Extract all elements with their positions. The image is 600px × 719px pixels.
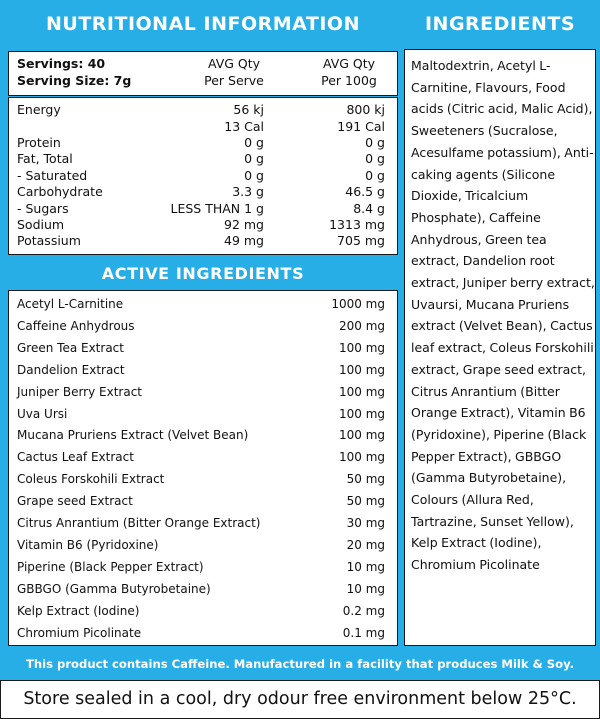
active-ingredient-amount: 100 mg	[338, 428, 385, 443]
nutrient-name: Carbohydrate	[17, 184, 103, 199]
nutrition-row	[9, 201, 399, 217]
active-ingredient-amount: 100 mg	[338, 340, 385, 355]
storage-instructions: Store sealed in a cool, dry odour free environment below 25°C.	[0, 680, 600, 719]
nutrient-name: Energy	[17, 102, 61, 117]
per-100g-value: 46.5 g	[345, 184, 385, 199]
per-100g-value: 0 g	[365, 135, 385, 150]
active-ingredient-amount: 100 mg	[338, 384, 385, 399]
active-ingredient-name: Vitamin B6 (Pyridoxine)	[17, 537, 159, 552]
active-ingredient-name: GBBGO (Gamma Butyrobetaine)	[17, 581, 211, 596]
active-ingredient-name: Green Tea Extract	[17, 340, 124, 355]
nutrition-table	[8, 97, 398, 255]
per-serve-value: 3.3 g	[232, 184, 264, 199]
active-ingredient-row	[9, 359, 399, 381]
per-serve-value: 56 kj	[233, 102, 264, 117]
active-ingredient-amount: 10 mg	[346, 581, 385, 596]
nutrition-row	[9, 168, 399, 184]
per-serve-value: 13 Cal	[224, 119, 264, 134]
nutrition-row	[9, 184, 399, 200]
per-serve-value: 0 g	[244, 135, 264, 150]
nutrition-header	[8, 51, 398, 96]
active-ingredient-row	[9, 578, 399, 600]
active-ingredient-name: Mucana Pruriens Extract (Velvet Bean)	[17, 428, 249, 443]
active-ingredient-amount: 10 mg	[346, 559, 385, 574]
serving-size: Serving Size: 7g	[17, 73, 132, 88]
active-ingredient-row	[9, 600, 399, 622]
active-ingredient-row	[9, 512, 399, 534]
active-ingredient-name: Piperine (Black Pepper Extract)	[17, 559, 204, 574]
active-ingredient-amount: 100 mg	[338, 362, 385, 377]
ingredients-box	[404, 49, 596, 646]
per-serve-value: 0 g	[244, 151, 264, 166]
per-100g-value: 705 mg	[337, 233, 385, 248]
active-ingredient-row	[9, 468, 399, 490]
active-ingredient-name: Grape seed Extract	[17, 494, 133, 509]
ingredients-title: INGREDIENTS	[424, 13, 576, 35]
per-serve-value: LESS THAN 1 g	[170, 201, 264, 216]
col1-heading-line2: Per Serve	[204, 73, 264, 88]
active-ingredient-amount: 50 mg	[346, 472, 385, 487]
active-ingredient-row	[9, 293, 399, 315]
active-ingredient-row	[9, 556, 399, 578]
nutrition-row	[9, 151, 399, 167]
per-serve-value: 0 g	[244, 168, 264, 183]
per-serve-value: 92 mg	[224, 217, 264, 232]
active-ingredient-name: Chromium Picolinate	[17, 625, 142, 640]
nutrient-name: - Sugars	[17, 201, 69, 216]
active-ingredient-row	[9, 337, 399, 359]
active-ingredient-name: Acetyl L-Carnitine	[17, 297, 124, 311]
active-ingredient-name: Caffeine Anhydrous	[17, 318, 135, 333]
servings: Servings: 40	[17, 56, 106, 71]
active-ingredient-name: Citrus Anrantium (Bitter Orange Extract)	[17, 516, 261, 530]
nutrition-row	[9, 233, 399, 249]
active-ingredients-table	[8, 290, 398, 646]
col2-heading-line1: AVG Qty	[322, 56, 376, 71]
nutrient-name: - Saturated	[17, 168, 88, 183]
nutrient-name: Fat, Total	[17, 151, 73, 166]
nutrient-name: Protein	[17, 135, 61, 150]
per-100g-value: 1313 mg	[329, 217, 385, 232]
col1-heading-line1: AVG Qty	[207, 56, 261, 71]
active-ingredient-row	[9, 381, 399, 403]
active-ingredient-amount: 50 mg	[346, 494, 385, 509]
active-ingredient-name: Uva Ursi	[17, 406, 68, 421]
per-100g-value: 0 g	[365, 151, 385, 166]
caffeine-note: This product contains Caffeine. Manufactured in a facility that produces Milk & Soy.	[25, 657, 575, 671]
active-ingredient-row	[9, 490, 399, 512]
active-ingredient-amount: 30 mg	[346, 516, 385, 530]
nutrition-row	[9, 135, 399, 151]
active-ingredient-row	[9, 403, 399, 425]
active-ingredient-row	[9, 315, 399, 337]
active-ingredient-amount: 20 mg	[346, 537, 385, 552]
per-100g-value: 0 g	[365, 168, 385, 183]
active-ingredient-amount: 1000 mg	[331, 297, 385, 311]
active-ingredient-name: Kelp Extract (Iodine)	[17, 603, 140, 618]
active-ingredient-amount: 100 mg	[338, 406, 385, 421]
active-ingredient-amount: 200 mg	[338, 318, 385, 333]
active-ingredient-name: Juniper Berry Extract	[17, 384, 142, 399]
active-ingredient-amount: 100 mg	[338, 450, 385, 465]
per-100g-value: 8.4 g	[353, 201, 385, 216]
active-ingredient-amount: 0.2 mg	[342, 603, 385, 618]
ingredients-text: Maltodextrin, Acetyl L-Carnitine, Flavours, Food acids (Citric acid, Malic Acid), Sweeteners (Sucralose, Acesulfame potassium), Anti-caking agents (Silicone Dioxide, Tricalcium Phosphate), Caffeine Anhydrous, Green tea extract, Dandelion root extract, Juniper berry extract, Uvaursi, Mucana Pruriens extract (Velvet Bean), Cactus leaf extract, Coleus Forskohili extract, Grape seed extract, Citrus Anrantium (Bitter Orange Extract), Vitamin B6 (Pyridoxine), Piperine (Black Pepper Extract), GBBGO (Gamma Butyrobetaine), Colours (Allura Red, Tartrazine, Sunset Yellow), Kelp Extract (Iodine), Chromium Picolinate	[411, 58, 595, 573]
nutrition-row	[9, 102, 399, 118]
active-ingredient-row	[9, 446, 399, 468]
active-ingredient-name: Dandelion Extract	[17, 362, 125, 377]
active-ingredient-name: Coleus Forskohili Extract	[17, 472, 165, 487]
active-ingredient-row	[9, 622, 399, 644]
active-ingredient-name: Cactus Leaf Extract	[17, 450, 134, 465]
active-ingredients-title: ACTIVE INGREDIENTS	[101, 264, 305, 283]
per-100g-value: 800 kj	[346, 102, 385, 117]
nutrient-name: Potassium	[17, 233, 81, 248]
col2-heading-line2: Per 100g	[321, 73, 377, 88]
nutrient-name: Sodium	[17, 217, 65, 232]
nutrition-title: NUTRITIONAL INFORMATION	[46, 13, 360, 35]
active-ingredient-row	[9, 424, 399, 446]
active-ingredient-row	[9, 534, 399, 556]
active-ingredient-amount: 0.1 mg	[342, 625, 385, 640]
per-serve-value: 49 mg	[224, 233, 264, 248]
nutrition-row	[9, 119, 399, 135]
nutrition-row	[9, 217, 399, 233]
per-100g-value: 191 Cal	[337, 119, 385, 134]
